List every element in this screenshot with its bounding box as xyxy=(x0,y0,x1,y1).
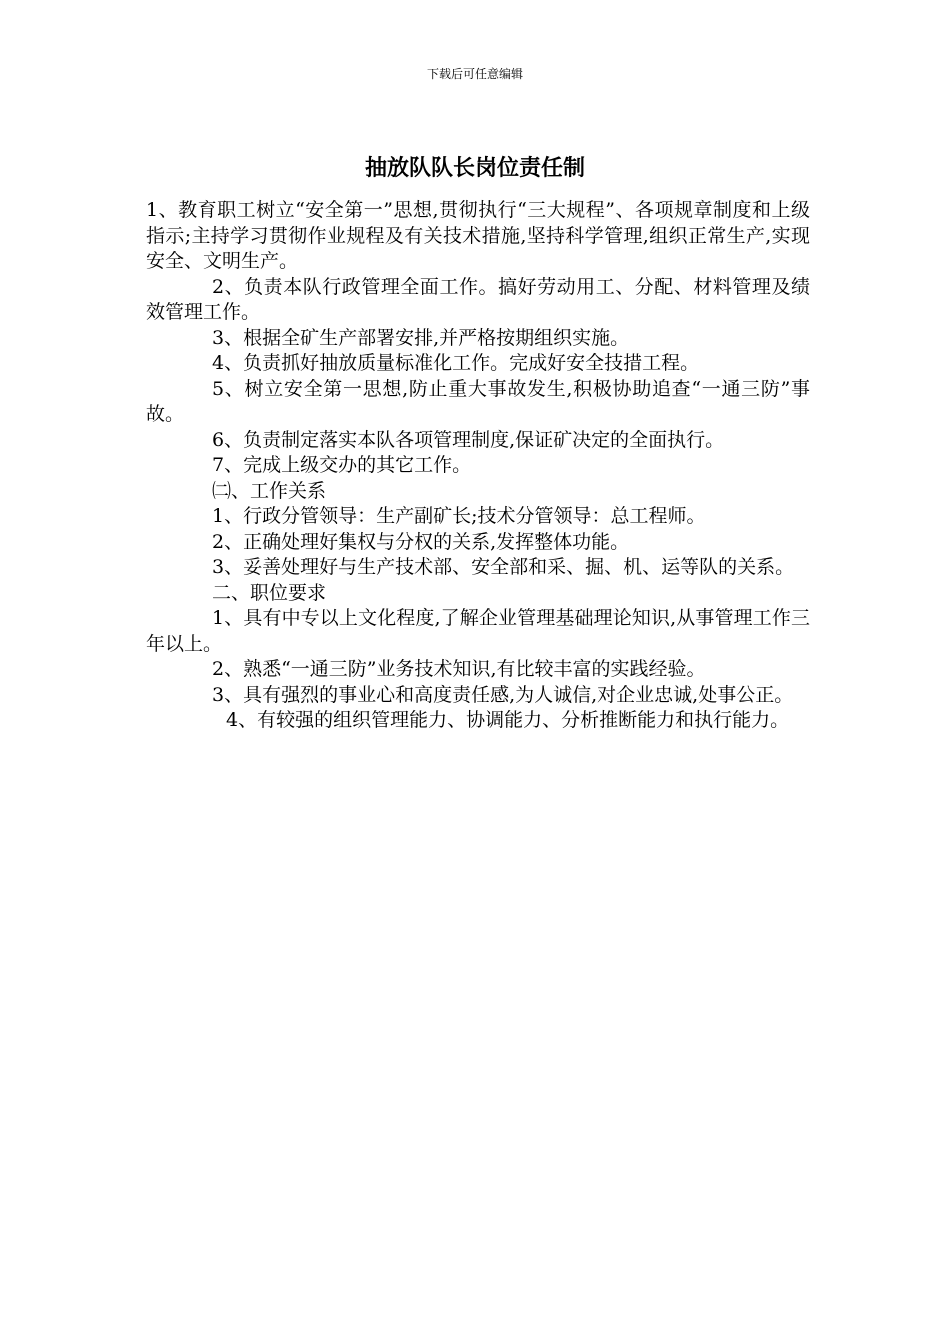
paragraph-duty-6: 6、负责制定落实本队各项管理制度,保证矿决定的全面执行。 xyxy=(212,428,725,451)
paragraph-requirement-4: 4、有较强的组织管理能力、协调能力、分析推断能力和执行能力。 xyxy=(226,709,790,731)
section-heading-position-requirements: 二、职位要求 xyxy=(212,581,327,604)
section-heading-work-relations: ㈡、工作关系 xyxy=(212,479,327,502)
paragraph-requirement-3: 3、具有强烈的事业心和高度责任感,为人诚信,对企业忠诚,处事公正。 xyxy=(212,683,794,706)
paragraph-requirement-2: 2、熟悉“一通三防”业务技术知识,有比较丰富的实践经验。 xyxy=(212,658,706,680)
document-body xyxy=(146,198,810,734)
paragraph-duty-4: 4、负责抓好抽放质量标准化工作。完成好安全技措工程。 xyxy=(212,352,700,374)
paragraph-relation-3: 3、妥善处理好与生产技术部、安全部和采、掘、机、运等队的关系。 xyxy=(212,556,795,578)
paragraph-duty-2: 2、负责本队行政管理全面工作。搞好劳动用工、分配、材料管理及绩效管理工作。 xyxy=(146,275,810,323)
page-title: 抽放队队长岗位责任制 xyxy=(364,155,585,181)
paragraph-duty-5: 5、树立安全第一思想,防止重大事故发生,积极协助追查“一通三防”事故。 xyxy=(146,377,810,425)
paragraph-duty-7: 7、完成上级交办的其它工作。 xyxy=(212,454,472,476)
paragraph-relation-1: 1、行政分管领导：生产副矿长;技术分管领导：总工程师。 xyxy=(212,505,706,527)
header-note: 下载后可任意编辑 xyxy=(426,67,523,81)
paragraph-duty-3: 3、根据全矿生产部署安排,并严格按期组织实施。 xyxy=(212,326,630,349)
paragraph-requirement-1: 1、具有中专以上文化程度,了解企业管理基础理论知识,从事管理工作三年以上。 xyxy=(146,607,810,655)
paragraph-relation-2: 2、正确处理好集权与分权的关系,发挥整体功能。 xyxy=(212,530,630,553)
paragraph-duty-1: 1、教育职工树立“安全第一”思想,贯彻执行“三大规程”、各项规章制度和上级指示;主持学习贯彻作业规程及有关技术措施,坚持科学管理,组织正常生产,实现安全、文明生产。 xyxy=(146,199,810,272)
